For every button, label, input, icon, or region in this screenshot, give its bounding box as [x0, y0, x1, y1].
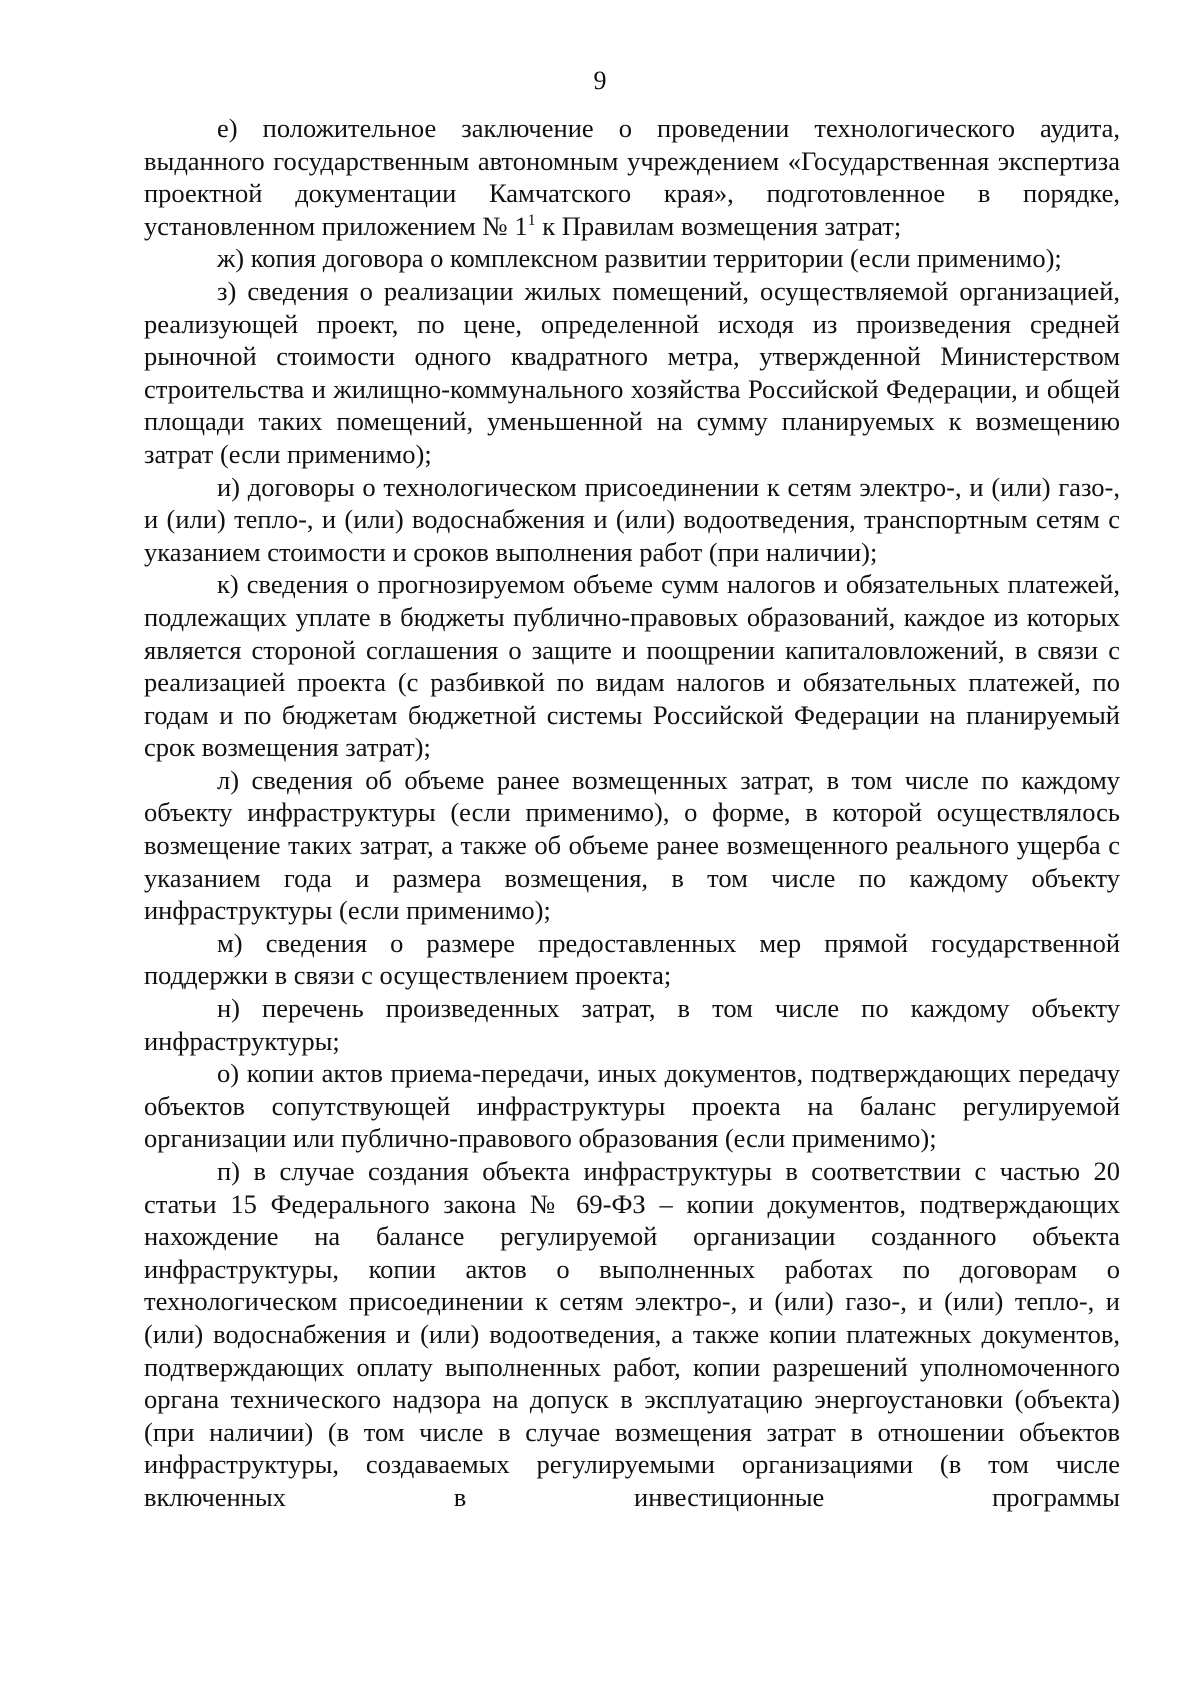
- document-body: [144, 112, 1120, 1514]
- item-letter: е): [217, 113, 238, 143]
- item-text: копии актов приема-передачи, иных документов, подтверждающих передачу объектов сопутствующей инфраструктуры проекта на баланс регулируемой организации или публично-правового образования (если применимо);: [144, 1058, 1121, 1154]
- item-letter: к): [217, 569, 239, 600]
- list-item-n: [144, 992, 1120, 1057]
- list-item-zh: [144, 242, 1120, 275]
- footnote-superscript: 1: [527, 211, 536, 229]
- list-item-e: [144, 112, 1120, 242]
- item-text-tail: к Правилам возмещения затрат;: [535, 210, 902, 241]
- list-item-i: [144, 471, 1120, 569]
- item-letter: м): [217, 927, 243, 958]
- item-letter: н): [217, 993, 241, 1024]
- list-item-m: [144, 927, 1120, 992]
- item-letter: и): [217, 471, 241, 502]
- list-item-o: [144, 1057, 1120, 1155]
- list-item-k: [144, 568, 1120, 764]
- list-item-z: [144, 275, 1120, 471]
- list-item-l: [144, 764, 1120, 927]
- item-text: копия договора о комплексном развитии территории (если применимо);: [250, 243, 1062, 274]
- list-item-p: [144, 1155, 1120, 1514]
- item-text: в случае создания объекта инфраструктуры в соответствии с частью 20 статьи 15 Федерального закона № 69-ФЗ – копии документов, подтверждающих нахождение на балансе регулируемой организации созданного объекта инфраструктуры, копии актов о выполненных работах по договорам о технологическом присоединении к сетям электро-, и (или) газо-, и (или) тепло-, и (или) водоснабжения и (или) водоотведения, а также копии платежных документов, подтверждающих оплату выполненных работ, копии разрешений уполномоченного органа технического надзора на допуск в эксплуатацию энергоустановки (объекта) (при наличии) (в том числе в случае возмещения затрат в отношении объектов инфраструктуры, создаваемых регулируемыми организациями (в том числе включенных в инвестиционные программы: [144, 1156, 1120, 1512]
- item-text: сведения о размере предоставленных мер прямой государственной поддержки в связи с осуществлением проекта;: [144, 927, 1121, 991]
- item-letter: л): [217, 764, 240, 795]
- item-letter: о): [217, 1058, 240, 1089]
- page-number: 9: [593, 66, 607, 95]
- item-letter: п): [217, 1156, 241, 1186]
- item-text: положительное заключение о проведении технологического аудита, выданного государственным автономным учреждением «Государственная экспертиза проектной документации Камчатского края», подготовленное в порядке, установленном приложением № 1: [144, 113, 1120, 241]
- item-text: сведения о реализации жилых помещений, осуществляемой организацией, реализующей проект, по цене, определенной исходя из произведения средней рыночной стоимости одного квадратного метра, утвержденной Министерством строительства и жилищно-коммунального хозяйства Российской Федерации, и общей площади таких помещений, уменьшенной на сумму планируемых к возмещению затрат (если применимо);: [144, 275, 1120, 469]
- item-text: перечень произведенных затрат, в том числе по каждому объекту инфраструктуры;: [144, 993, 1120, 1056]
- item-letter: ж): [217, 243, 245, 274]
- item-text: договоры о технологическом присоединении к сетям электро-, и (или) газо-, и (или) тепло-, и (или) водоснабжения и (или) водоотведения, транспортным сетям с указанием стоимости и сроков выполнения работ (при наличии);: [144, 471, 1121, 567]
- item-text: сведения об объеме ранее возмещенных затрат, в том числе по каждому объекту инфраструктуры (если применимо), о форме, в которой осуществлялось возмещение таких затрат, а также об объеме ранее возмещенного реального ущерба с указанием года и размера возмещения, в том числе по каждому объекту инфраструктуры (если применимо);: [144, 764, 1120, 926]
- item-text: сведения о прогнозируемом объеме сумм налогов и обязательных платежей, подлежащих уплате в бюджеты публично-правовых образований, каждое из которых является стороной соглашения о защите и поощрении капиталовложений, в связи с реализацией проекта (с разбивкой по видам налогов и обязательных платежей, по годам и по бюджетам бюджетной системы Российской Федерации на планируемый срок возмещения затрат);: [144, 569, 1121, 763]
- item-letter: з): [217, 275, 237, 306]
